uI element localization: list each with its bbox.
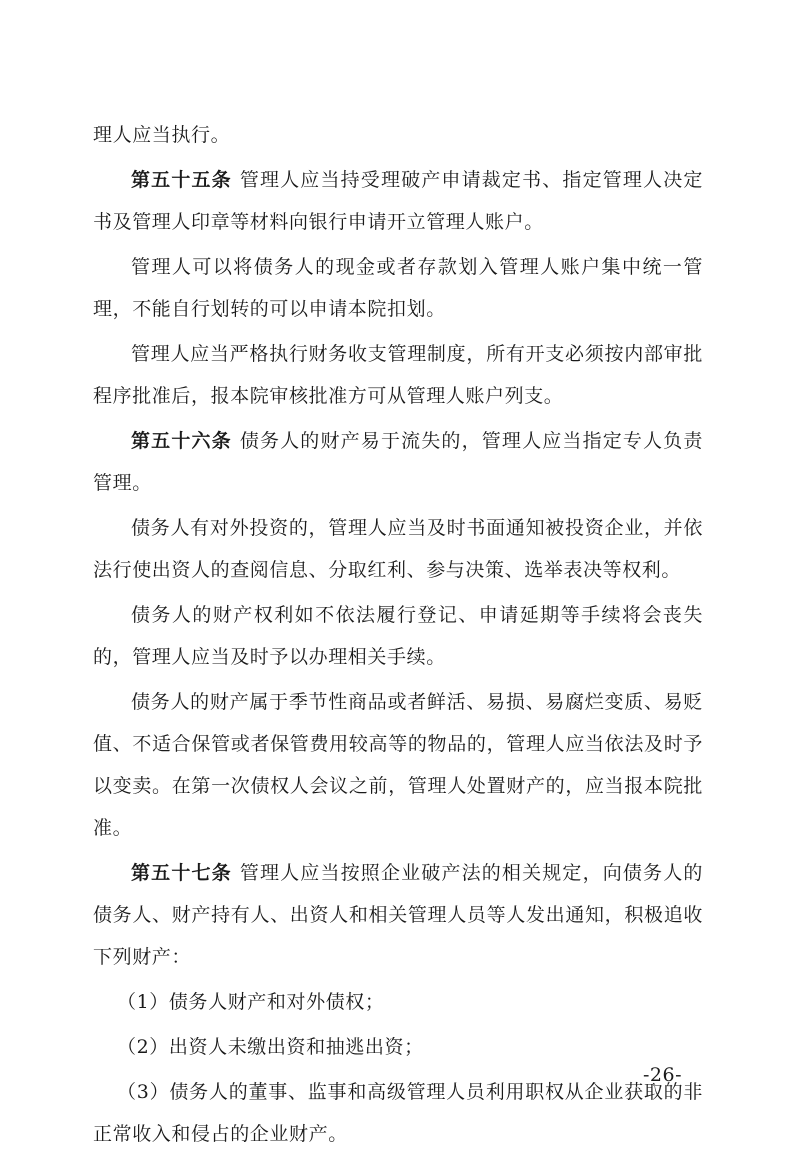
article-number: 第五十六条: [131, 430, 232, 452]
paragraph-text: 债务人有对外投资的，管理人应当及时书面通知被投资企业，并依法行使出资人的查阅信息、分取红利、参与决策、选举表决等权利。: [93, 517, 703, 581]
article-paragraph: [93, 420, 703, 504]
page-number: -26-: [643, 1064, 683, 1086]
list-item-text: （2）出资人未缴出资和抽逃出资；: [117, 1036, 424, 1058]
list-item-text: （3）债务人的董事、监事和高级管理人员利用职权从企业获取的非正常收入和侵占的企业财产。: [93, 1081, 703, 1145]
paragraph-text: 管理人应当按照企业破产法的相关规定，向债务人的债务人、财产持有人、出资人和相关管理人员等人发出通知，积极追收下列财产：: [93, 862, 703, 968]
list-item: [93, 1071, 703, 1155]
paragraph: [93, 114, 703, 156]
article-number: 第五十五条: [131, 169, 232, 191]
paragraph-text: 管理人应当持受理破产申请裁定书、指定管理人决定书及管理人印章等材料向银行申请开立管理人账户。: [93, 169, 703, 233]
article-paragraph: [93, 852, 703, 978]
paragraph: [93, 507, 703, 591]
article-paragraph: [93, 159, 703, 243]
article-number: 第五十七条: [131, 862, 232, 884]
paragraph-text: 债务人的财产权利如不依法履行登记、申请延期等手续将会丧失的，管理人应当及时予以办理相关手续。: [93, 604, 703, 668]
list-item: [93, 981, 703, 1023]
body-text: [93, 114, 703, 1158]
paragraph-text: 管理人应当严格执行财务收支管理制度，所有开支必须按内部审批程序批准后，报本院审核批准方可从管理人账户列支。: [93, 343, 703, 407]
list-item-text: （1）债务人财产和对外债权；: [117, 991, 385, 1013]
paragraph: [93, 333, 703, 417]
paragraph: [93, 681, 703, 849]
paragraph-text: 债务人的财产属于季节性商品或者鲜活、易损、易腐烂变质、易贬值、不适合保管或者保管费用较高等的物品的，管理人应当依法及时予以变卖。在第一次债权人会议之前，管理人处置财产的，应当报本院批准。: [93, 691, 703, 839]
paragraph-text: 管理人可以将债务人的现金或者存款划入管理人账户集中统一管理，不能自行划转的可以申请本院扣划。: [93, 256, 703, 320]
paragraph: [93, 594, 703, 678]
paragraph: [93, 246, 703, 330]
paragraph-text: 债务人的财产易于流失的，管理人应当指定专人负责管理。: [93, 430, 703, 494]
list-item: [93, 1026, 703, 1068]
paragraph-text: 理人应当执行。: [93, 124, 231, 146]
